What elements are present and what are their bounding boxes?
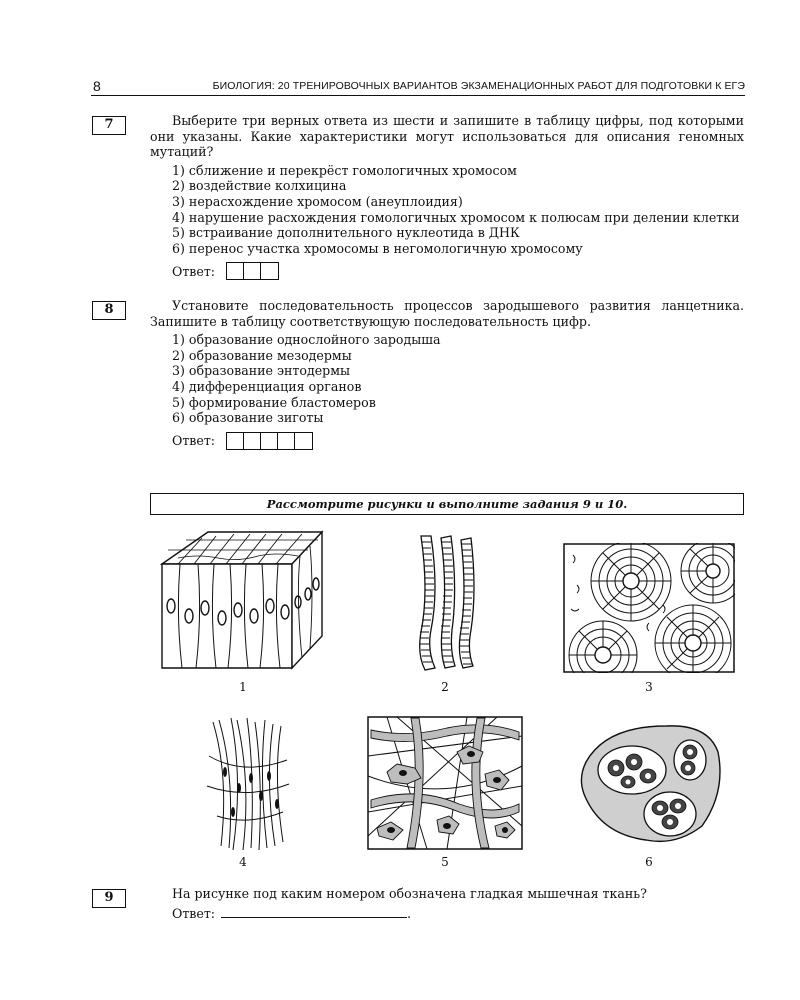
answer-label: Ответ:	[172, 906, 216, 921]
answer-period: .	[407, 906, 412, 921]
figure-1-columnar-epithelium	[158, 528, 328, 673]
figure-3-bone-tissue	[563, 543, 735, 673]
question-number-8: 8	[92, 301, 126, 320]
answer-cell[interactable]	[295, 433, 312, 449]
question-9	[150, 886, 744, 902]
figure-2-striated-muscle	[405, 532, 485, 674]
answer-cell[interactable]	[244, 433, 261, 449]
option: 3) образование энтодермы	[172, 363, 351, 379]
option: 1) образование однослойного зародыша	[172, 332, 441, 348]
answer-cell[interactable]	[227, 433, 244, 449]
figure-6-cartilage	[576, 722, 724, 846]
answer-table-7[interactable]	[226, 262, 279, 280]
figure-label-6: 6	[645, 855, 653, 869]
question-8	[150, 298, 744, 450]
option: 6) перенос участка хромосомы в негомологичную хромосому	[172, 240, 583, 256]
answer-cell[interactable]	[278, 433, 295, 449]
figures-instruction-banner: Рассмотрите рисунки и выполните задания 9 и 10.	[150, 493, 744, 515]
answer-row-7	[172, 262, 744, 280]
option: 6) образование зиготы	[172, 410, 324, 426]
answer-label: Ответ:	[172, 432, 216, 448]
option: 4) нарушение расхождения гомологичных хромосом к полюсам при делении клетки	[172, 209, 740, 225]
figure-label-5: 5	[441, 855, 449, 869]
running-header	[91, 78, 745, 96]
figure-4-smooth-muscle	[203, 716, 293, 852]
option: 1) сближение и перекрёст гомологичных хромосом	[172, 162, 517, 178]
option: 3) нерасхождение хромосом (анеуплоидия)	[172, 193, 463, 209]
answer-cell[interactable]	[227, 263, 244, 279]
option: 4) дифференциация органов	[172, 378, 362, 394]
figure-label-3: 3	[645, 680, 653, 694]
figure-5-connective-tissue	[367, 716, 523, 850]
option: 5) встраивание дополнительного нуклеотида в ДНК	[172, 225, 520, 241]
question-7-options	[172, 163, 744, 257]
answer-row-8	[172, 432, 744, 450]
answer-cell[interactable]	[244, 263, 261, 279]
option: 2) воздействие колхицина	[172, 178, 347, 194]
figure-label-1: 1	[239, 680, 247, 694]
question-7-text: Выберите три верных ответа из шести и запишите в таблицу цифры, под которыми они указаны. Какие характеристики могут использоваться для описания геномных мутаций?	[150, 113, 744, 160]
question-8-options	[172, 332, 744, 426]
answer-cell[interactable]	[261, 263, 278, 279]
answer-cell[interactable]	[261, 433, 278, 449]
question-8-text: Установите последовательность процессов зародышевого развития ланцетника. Запишите в таблицу соответствующую последовательность цифр.	[150, 298, 744, 329]
answer-row-9	[172, 906, 411, 921]
page-number: 8	[93, 78, 101, 94]
figure-label-2: 2	[441, 680, 449, 694]
question-number-9: 9	[92, 889, 126, 908]
running-title: БИОЛОГИЯ: 20 ТРЕНИРОВОЧНЫХ ВАРИАНТОВ ЭКЗАМЕНАЦИОННЫХ РАБОТ ДЛЯ ПОДГОТОВКИ К ЕГЭ	[212, 80, 745, 92]
question-7	[150, 113, 744, 280]
answer-blank-9[interactable]	[221, 906, 407, 918]
answer-table-8[interactable]	[226, 432, 313, 450]
question-number-7: 7	[92, 116, 126, 135]
option: 5) формирование бластомеров	[172, 394, 376, 410]
figure-label-4: 4	[239, 855, 247, 869]
question-9-text: На рисунке под каким номером обозначена гладкая мышечная ткань?	[172, 886, 647, 901]
option: 2) образование мезодермы	[172, 347, 352, 363]
answer-label: Ответ:	[172, 263, 216, 279]
